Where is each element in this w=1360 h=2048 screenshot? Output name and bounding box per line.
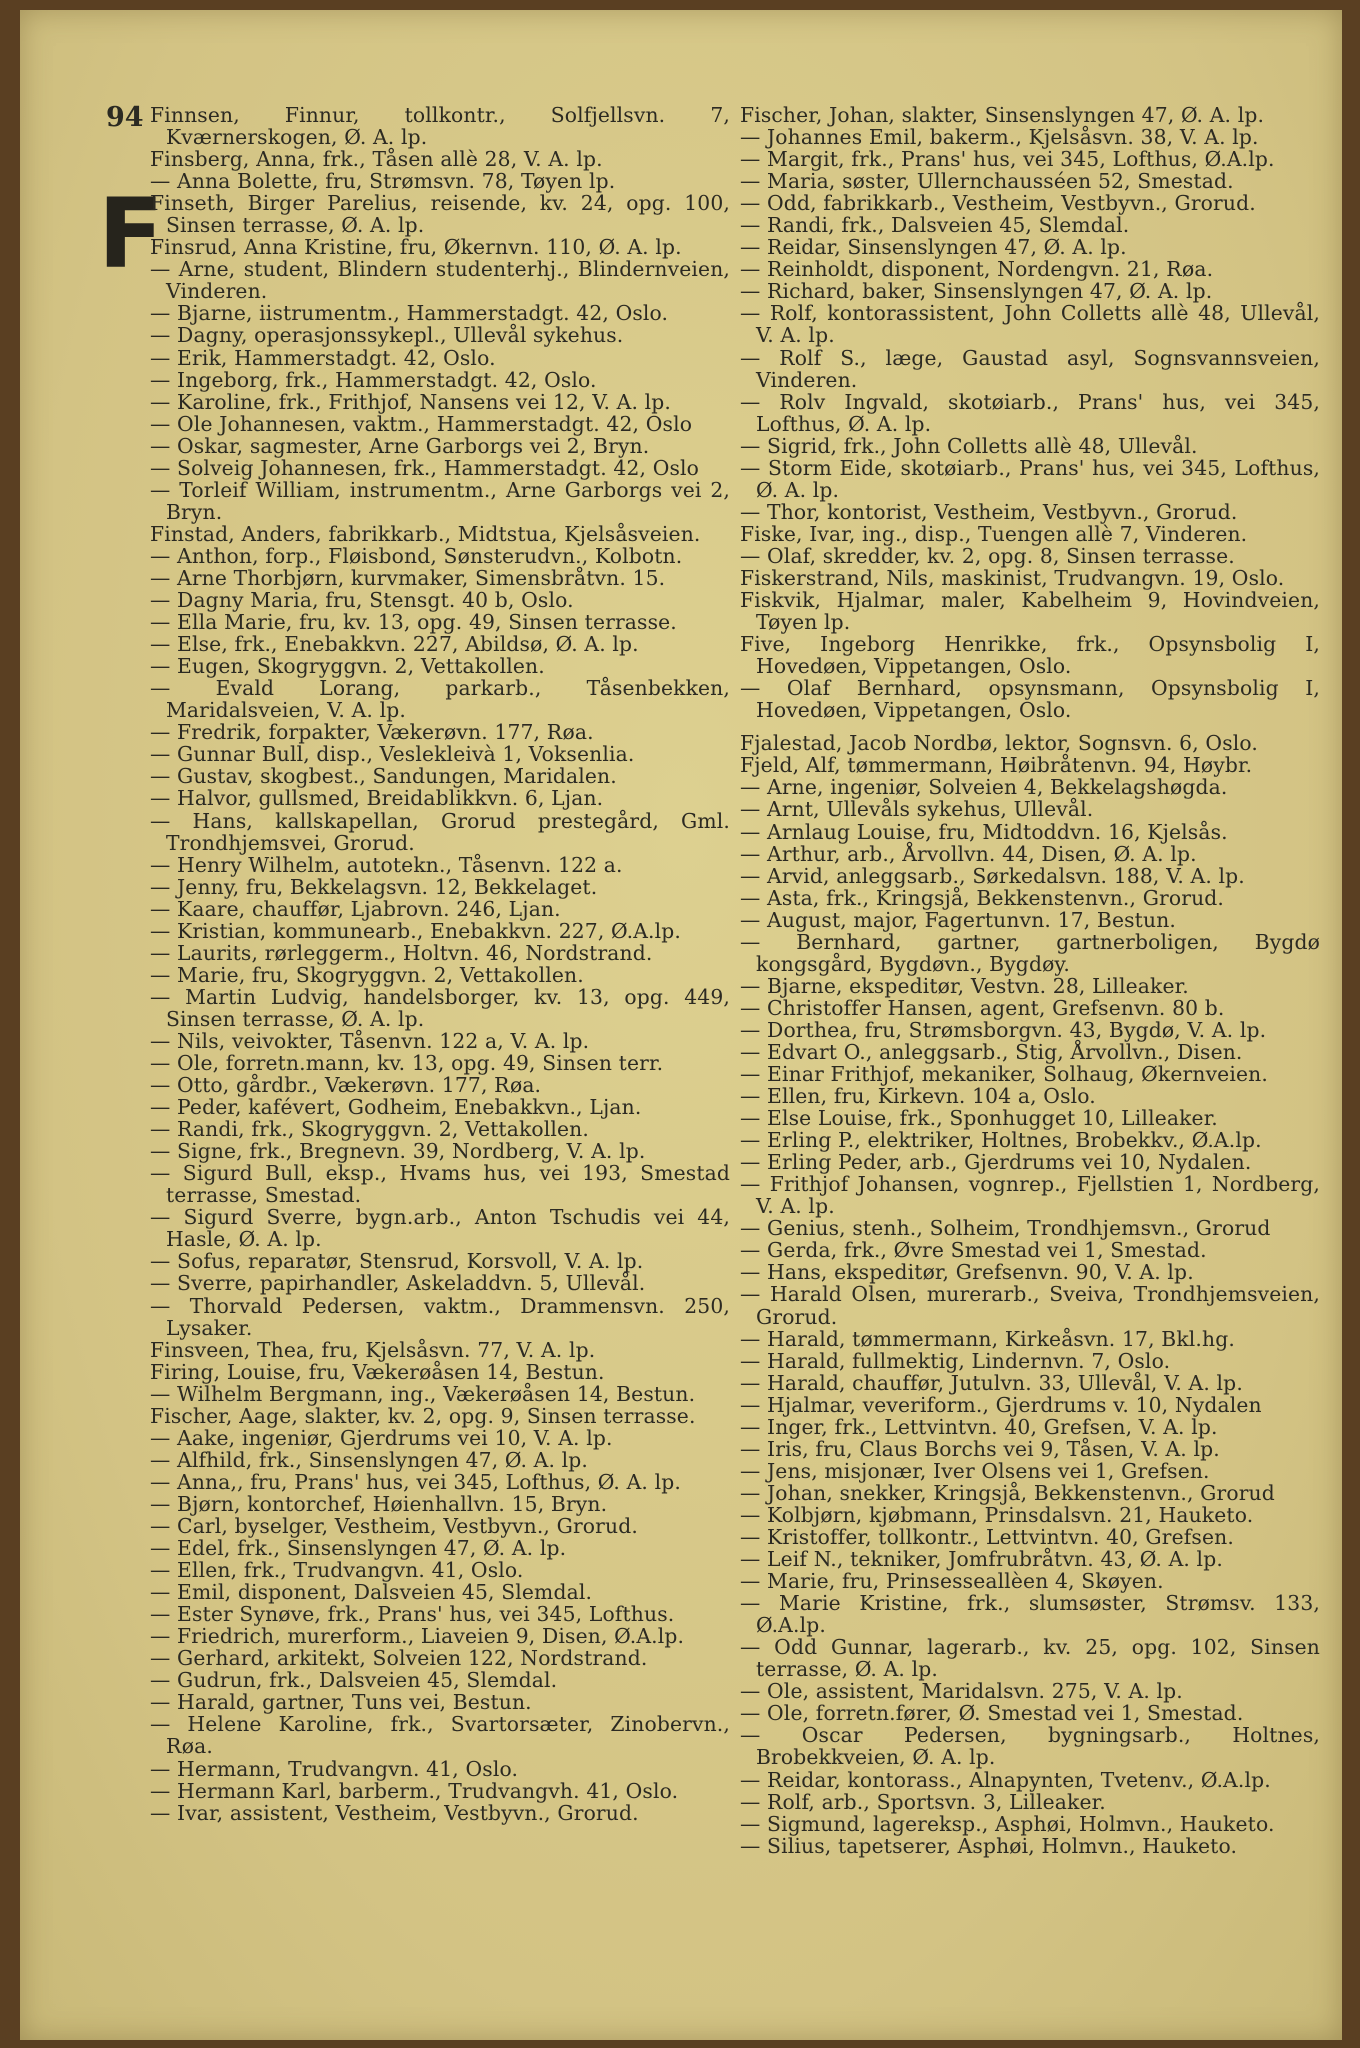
directory-entry: — Ester Synøve, frk., Prans' hus, vei 345, Lofthus. bbox=[150, 1602, 675, 1627]
directory-entry: — Nils, veivokter, Tåsenvn. 122 a, V. A. lp. bbox=[150, 1028, 590, 1053]
directory-entry: — Laurits, rørleggerm., Holtvn. 46, Nordstrand. bbox=[150, 940, 653, 965]
directory-entry: — Hjalmar, veveriform., Gjerdrums v. 10, Nydalen bbox=[740, 1392, 1262, 1417]
directory-entry: Five, Ingeborg Henrikke, frk., Opsynsbolig I, Hovedøen, Vippetangen, Oslo. bbox=[740, 632, 1320, 679]
page-number: 94 bbox=[106, 102, 144, 133]
directory-entry: — Oscar Pedersen, bygningsarb., Holtnes, Brobekkveien, Ø. A. lp. bbox=[740, 1723, 1320, 1770]
directory-entry: — Inger, frk., Lettvintvn. 40, Grefsen, V. A. lp. bbox=[740, 1414, 1218, 1439]
directory-entry: Finstad, Anders, fabrikkarb., Midtstua, Kjelsåsveien. bbox=[150, 521, 701, 546]
directory-entry: — Helene Karoline, frk., Svartorsæter, Zinobervn., Røa. bbox=[150, 1712, 730, 1759]
directory-entry: — Marie Kristine, frk., slumsøster, Strømsv. 133, Ø.A.lp. bbox=[740, 1591, 1320, 1638]
directory-entry: — Sigurd Sverre, bygn.arb., Anton Tschudis vei 44, Hasle, Ø. A. lp. bbox=[150, 1205, 730, 1252]
directory-entry: — Thor, kontorist, Vestheim, Vestbyvn., Grorud. bbox=[740, 499, 1238, 524]
directory-entry: — Torleif William, instrumentm., Arne Garborgs vei 2, Bryn. bbox=[150, 477, 730, 524]
directory-entry: — Arne, student, Blindern studenterhj., Blindernveien, Vinderen. bbox=[150, 257, 730, 304]
directory-entry: — Maria, søster, Ullernchausséen 52, Smestad. bbox=[740, 169, 1234, 194]
directory-entry: — Evald Lorang, parkarb., Tåsenbekken, Maridalsveien, V. A. lp. bbox=[150, 676, 730, 723]
right-column bbox=[740, 104, 1320, 1857]
directory-entry: — Ella Marie, fru, kv. 13, opg. 49, Sinsen terrasse. bbox=[150, 610, 677, 635]
directory-entry: — Aake, ingeniør, Gjerdrums vei 10, V. A. lp. bbox=[150, 1425, 613, 1450]
directory-entry: — Gerhard, arkitekt, Solveien 122, Nordstrand. bbox=[150, 1646, 648, 1671]
directory-entry: — Solveig Johannesen, frk., Hammerstadgt. 42, Oslo bbox=[150, 455, 700, 480]
directory-entry: Finsrud, Anna Kristine, fru, Økernvn. 110, Ø. A. lp. bbox=[150, 235, 682, 260]
directory-entry: — Arne, ingeniør, Solveien 4, Bekkelagshøgda. bbox=[740, 775, 1228, 800]
directory-entry: — Einar Frithjof, mekaniker, Solhaug, Økernveien. bbox=[740, 1062, 1268, 1087]
directory-entry: — Signe, frk., Bregnevn. 39, Nordberg, V. A. lp. bbox=[150, 1139, 646, 1164]
directory-entry: — Harald, tømmermann, Kirkeåsvn. 17, Bkl.hg. bbox=[740, 1326, 1235, 1351]
directory-entry: — Silius, tapetserer, Asphøi, Holmvn., Hauketo. bbox=[740, 1833, 1238, 1858]
directory-page bbox=[20, 10, 1342, 2040]
directory-entry: — Johan, snekker, Kringsjå, Bekkenstenvn., Grorud bbox=[740, 1480, 1275, 1505]
section-letter: F bbox=[98, 178, 164, 290]
directory-entry: — Arthur, arb., Årvollvn. 44, Disen, Ø. A. lp. bbox=[740, 841, 1197, 866]
directory-entry: Finsveen, Thea, fru, Kjelsåsvn. 77, V. A. lp. bbox=[150, 1337, 596, 1362]
directory-entry: Finseth, Birger Parelius, reisende, kv. 24, opg. 100, Sinsen terrasse, Ø. A. lp. bbox=[150, 191, 730, 238]
directory-entry: — Genius, stenh., Solheim, Trondhjemsvn., Grorud bbox=[740, 1216, 1271, 1241]
directory-entry: — Johannes Emil, bakerm., Kjelsåsvn. 38, V. A. lp. bbox=[740, 125, 1259, 150]
directory-entry: — August, major, Fagertunvn. 17, Bestun. bbox=[740, 907, 1177, 932]
directory-entry: — Else Louise, frk., Sponhugget 10, Lilleaker. bbox=[740, 1106, 1218, 1131]
directory-entry: Firing, Louise, fru, Vækerøåsen 14, Bestun. bbox=[150, 1359, 605, 1384]
directory-entry: — Frithjof Johansen, vognrep., Fjellstien 1, Nordberg, V. A. lp. bbox=[740, 1172, 1320, 1219]
directory-entry: — Kolbjørn, kjøbmann, Prinsdalsvn. 21, Hauketo. bbox=[740, 1502, 1254, 1527]
directory-entry: — Iris, fru, Claus Borchs vei 9, Tåsen, V. A. lp. bbox=[740, 1436, 1220, 1461]
directory-entry: Fjalestad, Jacob Nordbø, lektor, Sognsvn. 6, Oslo. bbox=[740, 731, 1258, 756]
directory-entry: Finsberg, Anna, frk., Tåsen allè 28, V. A. lp. bbox=[150, 147, 603, 172]
directory-entry: — Gunnar Bull, disp., Veslekleivà 1, Voksenlia. bbox=[150, 742, 635, 767]
directory-entry: — Randi, frk., Dalsveien 45, Slemdal. bbox=[740, 213, 1130, 238]
directory-entry: — Harald, gartner, Tuns vei, Bestun. bbox=[150, 1690, 532, 1715]
directory-entry: — Bjarne, ekspeditør, Vestvn. 28, Lilleaker. bbox=[740, 973, 1189, 998]
directory-entry: — Rolf S., læge, Gaustad asyl, Sognsvannsveien, Vinderen. bbox=[740, 345, 1320, 392]
directory-entry: — Randi, frk., Skogryggvn. 2, Vettakollen. bbox=[150, 1117, 589, 1142]
directory-entry: — Jenny, fru, Bekkelagsvn. 12, Bekkelaget. bbox=[150, 874, 598, 899]
directory-entry: — Anna,, fru, Prans' hus, vei 345, Lofthus, Ø. A. lp. bbox=[150, 1469, 681, 1494]
directory-entry: — Ellen, fru, Kirkevn. 104 a, Oslo. bbox=[740, 1084, 1096, 1109]
directory-entry: — Fredrik, forpakter, Vækerøvn. 177, Røa. bbox=[150, 720, 594, 745]
directory-entry: — Reidar, kontorass., Alnapynten, Tvetenv., Ø.A.lp. bbox=[740, 1767, 1271, 1792]
directory-entry: — Arvid, anleggsarb., Sørkedalsvn. 188, V. A. lp. bbox=[740, 863, 1245, 888]
directory-entry: — Erling Peder, arb., Gjerdrums vei 10, Nydalen. bbox=[740, 1150, 1252, 1175]
directory-entry: — Hans, ekspeditør, Grefsenvn. 90, V. A. lp. bbox=[740, 1260, 1194, 1285]
directory-entry: — Erling P., elektriker, Holtnes, Brobekkv., Ø.A.lp. bbox=[740, 1128, 1262, 1153]
directory-entry: — Sigurd Bull, eksp., Hvams hus, vei 193, Smestad terrasse, Smestad. bbox=[150, 1161, 730, 1208]
directory-entry: — Friedrich, murerform., Liaveien 9, Disen, Ø.A.lp. bbox=[150, 1624, 685, 1649]
directory-entry: — Kaare, chauffør, Ljabrovn. 246, Ljan. bbox=[150, 896, 561, 921]
directory-entry: — Emil, disponent, Dalsveien 45, Slemdal. bbox=[150, 1580, 593, 1605]
directory-entry: — Hermann Karl, barberm., Trudvangvh. 41, Oslo. bbox=[150, 1778, 679, 1803]
directory-entry: — Halvor, gullsmed, Breidablikkvn. 6, Ljan. bbox=[150, 786, 604, 811]
directory-entry: — Ellen, frk., Trudvangvn. 41, Oslo. bbox=[150, 1558, 524, 1583]
directory-entry: Fischer, Aage, slakter, kv. 2, opg. 9, Sinsen terrasse. bbox=[150, 1403, 696, 1428]
directory-entry: — Harald, fullmektig, Lindernvn. 7, Oslo. bbox=[740, 1348, 1171, 1373]
directory-entry: — Gerda, frk., Øvre Smestad vei 1, Smestad. bbox=[740, 1238, 1207, 1263]
directory-entry: — Ingeborg, frk., Hammerstadgt. 42, Oslo. bbox=[150, 367, 597, 392]
directory-entry: — Anna Bolette, fru, Strømsvn. 78, Tøyen lp. bbox=[150, 169, 616, 194]
directory-entry: — Reinholdt, disponent, Nordengvn. 21, Røa. bbox=[740, 257, 1214, 282]
directory-entry: — Olaf Bernhard, opsynsmann, Opsynsbolig I, Hovedøen, Vippetangen, Oslo. bbox=[740, 676, 1320, 723]
directory-entry: — Reidar, Sinsenslyngen 47, Ø. A. lp. bbox=[740, 235, 1127, 260]
directory-entry: — Anthon, forp., Fløisbond, Sønsterudvn., Kolbotn. bbox=[150, 543, 683, 568]
directory-entry: — Arnlaug Louise, fru, Midtoddvn. 16, Kjelsås. bbox=[740, 819, 1228, 844]
directory-entry: — Leif N., tekniker, Jomfrubråtvn. 43, Ø. A. lp. bbox=[740, 1547, 1223, 1572]
directory-entry: — Ole, assistent, Maridalsvn. 275, V. A. lp. bbox=[740, 1679, 1183, 1704]
directory-entry: — Thorvald Pedersen, vaktm., Drammensvn. 250, Lysaker. bbox=[150, 1293, 730, 1340]
directory-entry: — Bernhard, gartner, gartnerboligen, Bygdø kongsgård, Bygdøvn., Bygdøy. bbox=[740, 929, 1320, 976]
directory-entry: — Hans, kallskapellan, Grorud prestegård, Gml. Trondhjemsvei, Grorud. bbox=[150, 808, 730, 855]
directory-entry: — Asta, frk., Kringsjå, Bekkenstenvn., Grorud. bbox=[740, 885, 1225, 910]
directory-entry: — Ivar, assistent, Vestheim, Vestbyvn., Grorud. bbox=[150, 1800, 639, 1825]
directory-entry: — Eugen, Skogryggvn. 2, Vettakollen. bbox=[150, 654, 545, 679]
directory-entry: — Christoffer Hansen, agent, Grefsenvn. 80 b. bbox=[740, 995, 1225, 1020]
directory-entry: — Harald Olsen, murerarb., Sveiva, Trondhjemsveien, Grorud. bbox=[740, 1282, 1320, 1329]
directory-entry: — Marie, fru, Prinsesseallèen 4, Skøyen. bbox=[740, 1569, 1164, 1594]
directory-entry: — Richard, baker, Sinsenslyngen 47, Ø. A. lp. bbox=[740, 279, 1213, 304]
directory-entry: — Jens, misjonær, Iver Olsens vei 1, Grefsen. bbox=[740, 1458, 1210, 1483]
directory-entry: — Otto, gårdbr., Vækerøvn. 177, Røa. bbox=[150, 1073, 542, 1098]
directory-entry: Fjeld, Alf, tømmermann, Høibråtenvn. 94, Høybr. bbox=[740, 753, 1253, 778]
directory-entry: — Dagny Maria, fru, Stensgt. 40 b, Oslo. bbox=[150, 588, 574, 613]
directory-entry: — Odd, fabrikkarb., Vestheim, Vestbyvn., Grorud. bbox=[740, 191, 1256, 216]
directory-entry: — Storm Eide, skotøiarb., Prans' hus, vei 345, Lofthus, Ø. A. lp. bbox=[740, 455, 1320, 502]
directory-entry: — Gustav, skogbest., Sandungen, Maridalen. bbox=[150, 764, 617, 789]
directory-entry: — Odd Gunnar, lagerarb., kv. 25, opg. 102, Sinsen terrasse, Ø. A. lp. bbox=[740, 1635, 1320, 1682]
directory-entry: — Margit, frk., Prans' hus, vei 345, Lofthus, Ø.A.lp. bbox=[740, 147, 1275, 172]
directory-entry: — Erik, Hammerstadgt. 42, Oslo. bbox=[150, 345, 496, 370]
directory-entry: — Bjarne, iistrumentm., Hammerstadgt. 42, Oslo. bbox=[150, 301, 669, 326]
directory-entry: — Sigrid, frk., John Colletts allè 48, Ullevål. bbox=[740, 433, 1198, 458]
directory-entry: — Alfhild, frk., Sinsenslyngen 47, Ø. A. lp. bbox=[150, 1447, 589, 1472]
directory-entry: — Rolv Ingvald, skotøiarb., Prans' hus, vei 345, Lofthus, Ø. A. lp. bbox=[740, 389, 1320, 436]
directory-entry: Fiskvik, Hjalmar, maler, Kabelheim 9, Hovindveien, Tøyen lp. bbox=[740, 588, 1320, 635]
directory-entry: — Hermann, Trudvangvn. 41, Oslo. bbox=[150, 1756, 519, 1781]
directory-entry: — Dorthea, fru, Strømsborgvn. 43, Bygdø, V. A. lp. bbox=[740, 1017, 1267, 1042]
directory-entry: — Arne Thorbjørn, kurvmaker, Simensbråtvn. 15. bbox=[150, 565, 666, 590]
directory-entry: — Henry Wilhelm, autotekn., Tåsenvn. 122 a. bbox=[150, 852, 623, 877]
directory-entry: — Dagny, operasjonssykepl., Ullevål sykehus. bbox=[150, 323, 624, 348]
directory-entry: Fiskerstrand, Nils, maskinist, Trudvangvn. 19, Oslo. bbox=[740, 565, 1285, 590]
directory-entry: — Else, frk., Enebakkvn. 227, Abildsø, Ø. A. lp. bbox=[150, 632, 639, 657]
left-column bbox=[150, 104, 730, 1824]
directory-entry: — Peder, kafévert, Godheim, Enebakkvn., Ljan. bbox=[150, 1095, 642, 1120]
directory-entry: — Kristian, kommunearb., Enebakkvn. 227, Ø.A.lp. bbox=[150, 918, 681, 943]
directory-entry: — Bjørn, kontorchef, Høienhallvn. 15, Bryn. bbox=[150, 1491, 608, 1516]
directory-entry: — Edvart O., anleggsarb., Stig, Årvollvn., Disen. bbox=[740, 1039, 1243, 1064]
directory-entry: — Wilhelm Bergmann, ing., Vækerøåsen 14, Bestun. bbox=[150, 1381, 696, 1406]
directory-entry: — Sverre, papirhandler, Askeladdvn. 5, Ullevål. bbox=[150, 1271, 646, 1296]
directory-entry: — Karoline, frk., Frithjof, Nansens vei 12, V. A. lp. bbox=[150, 389, 672, 414]
directory-entry: — Martin Ludvig, handelsborger, kv. 13, opg. 449, Sinsen terrasse, Ø. A. lp. bbox=[150, 984, 730, 1031]
directory-entry: — Ole, forretn.mann, kv. 13, opg. 49, Sinsen terr. bbox=[150, 1051, 664, 1076]
directory-entry: — Oskar, sagmester, Arne Garborgs vei 2, Bryn. bbox=[150, 433, 650, 458]
directory-entry: — Rolf, arb., Sportsvn. 3, Lilleaker. bbox=[740, 1789, 1106, 1814]
directory-entry: — Gudrun, frk., Dalsveien 45, Slemdal. bbox=[150, 1668, 558, 1693]
directory-entry: — Kristoffer, tollkontr., Lettvintvn. 40, Grefsen. bbox=[740, 1525, 1234, 1549]
directory-entry: — Ole Johannesen, vaktm., Hammerstadgt. 42, Oslo bbox=[150, 411, 693, 436]
directory-entry: — Olaf, skredder, kv. 2, opg. 8, Sinsen terrasse. bbox=[740, 543, 1235, 568]
directory-entry: — Harald, chauffør, Jutulvn. 33, Ullevål, V. A. lp. bbox=[740, 1370, 1243, 1395]
directory-entry: Fischer, Johan, slakter, Sinsenslyngen 47, Ø. A. lp. bbox=[740, 103, 1265, 127]
directory-entry: — Sigmund, lagereksp., Asphøi, Holmvn., Hauketo. bbox=[740, 1811, 1275, 1836]
directory-entry: — Arnt, Ullevåls sykehus, Ullevål. bbox=[740, 797, 1094, 822]
directory-entry: Finnsen, Finnur, tollkontr., Solfjellsvn. 7, Kværnerskogen, Ø. A. lp. bbox=[150, 103, 730, 150]
directory-entry: — Sofus, reparatør, Stensrud, Korsvoll, V. A. lp. bbox=[150, 1249, 644, 1274]
directory-entry: Fiske, Ivar, ing., disp., Tuengen allè 7, Vinderen. bbox=[740, 521, 1248, 546]
directory-entry: — Edel, frk., Sinsenslyngen 47, Ø. A. lp. bbox=[150, 1536, 567, 1561]
directory-entry: — Marie, fru, Skogryggvn. 2, Vettakollen. bbox=[150, 962, 584, 987]
directory-entry: — Rolf, kontorassistent, John Colletts allè 48, Ullevål, V. A. lp. bbox=[740, 301, 1320, 348]
directory-entry: — Carl, byselger, Vestheim, Vestbyvn., Grorud. bbox=[150, 1514, 638, 1538]
directory-entry: — Ole, forretn.fører, Ø. Smestad vei 1, Smestad. bbox=[740, 1701, 1244, 1726]
